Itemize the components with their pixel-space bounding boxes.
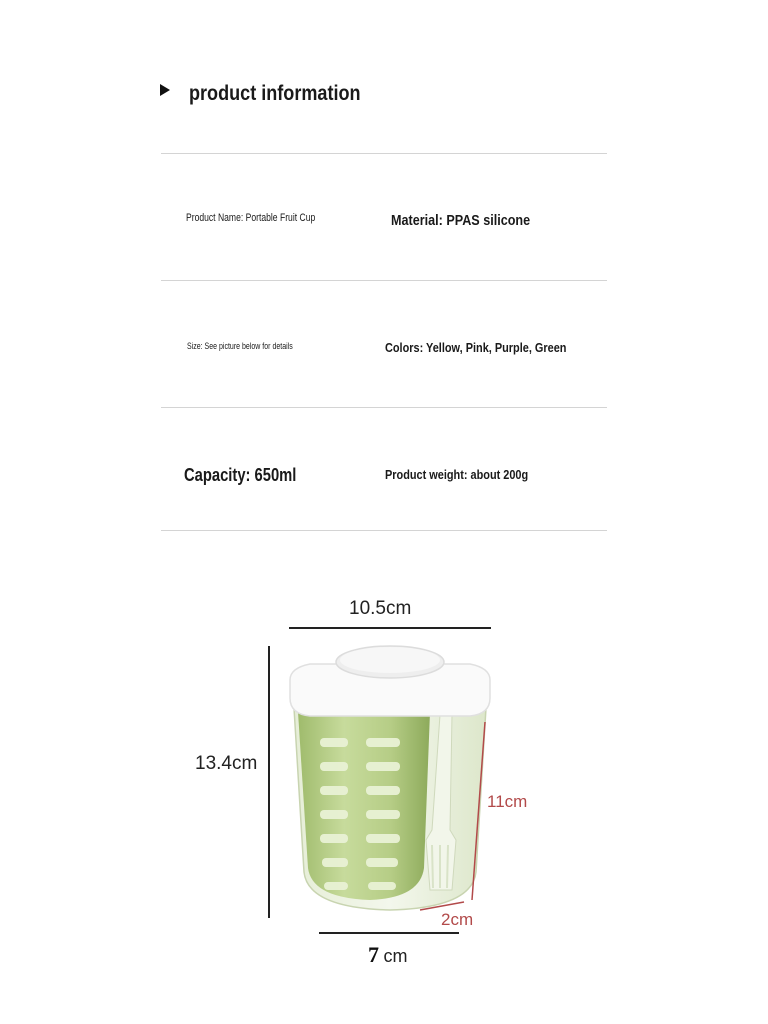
- spec-material: Material: PPAS silicone: [391, 212, 531, 229]
- dimension-line-top: [289, 627, 491, 629]
- divider: [161, 153, 607, 154]
- fruit-cup-image: [280, 640, 500, 930]
- spec-colors: Colors: Yellow, Pink, Purple, Green: [385, 340, 567, 355]
- dimension-base-unit: cm: [383, 946, 408, 966]
- dimension-line-height: [268, 646, 270, 918]
- dimension-fork: 2cm: [441, 910, 474, 929]
- spec-weight: Product weight: about 200g: [385, 467, 529, 482]
- dimension-height-inner: 11cm: [487, 792, 528, 811]
- dimension-width-top: 10.5cm: [349, 598, 412, 619]
- divider: [161, 407, 607, 408]
- arrow-right-icon: [160, 84, 170, 96]
- dimension-height-total: 13.4cm: [195, 753, 258, 774]
- dimension-line-base: [319, 932, 459, 934]
- spec-product-name: Product Name: Portable Fruit Cup: [186, 212, 316, 224]
- spec-size: Size: See picture below for details: [187, 341, 293, 351]
- section-title: product information: [189, 82, 361, 105]
- dimension-base: [368, 942, 407, 968]
- divider: [161, 280, 607, 281]
- dimension-base-number: 7: [368, 942, 379, 967]
- divider: [161, 530, 607, 531]
- spec-capacity: Capacity: 650ml: [184, 465, 297, 485]
